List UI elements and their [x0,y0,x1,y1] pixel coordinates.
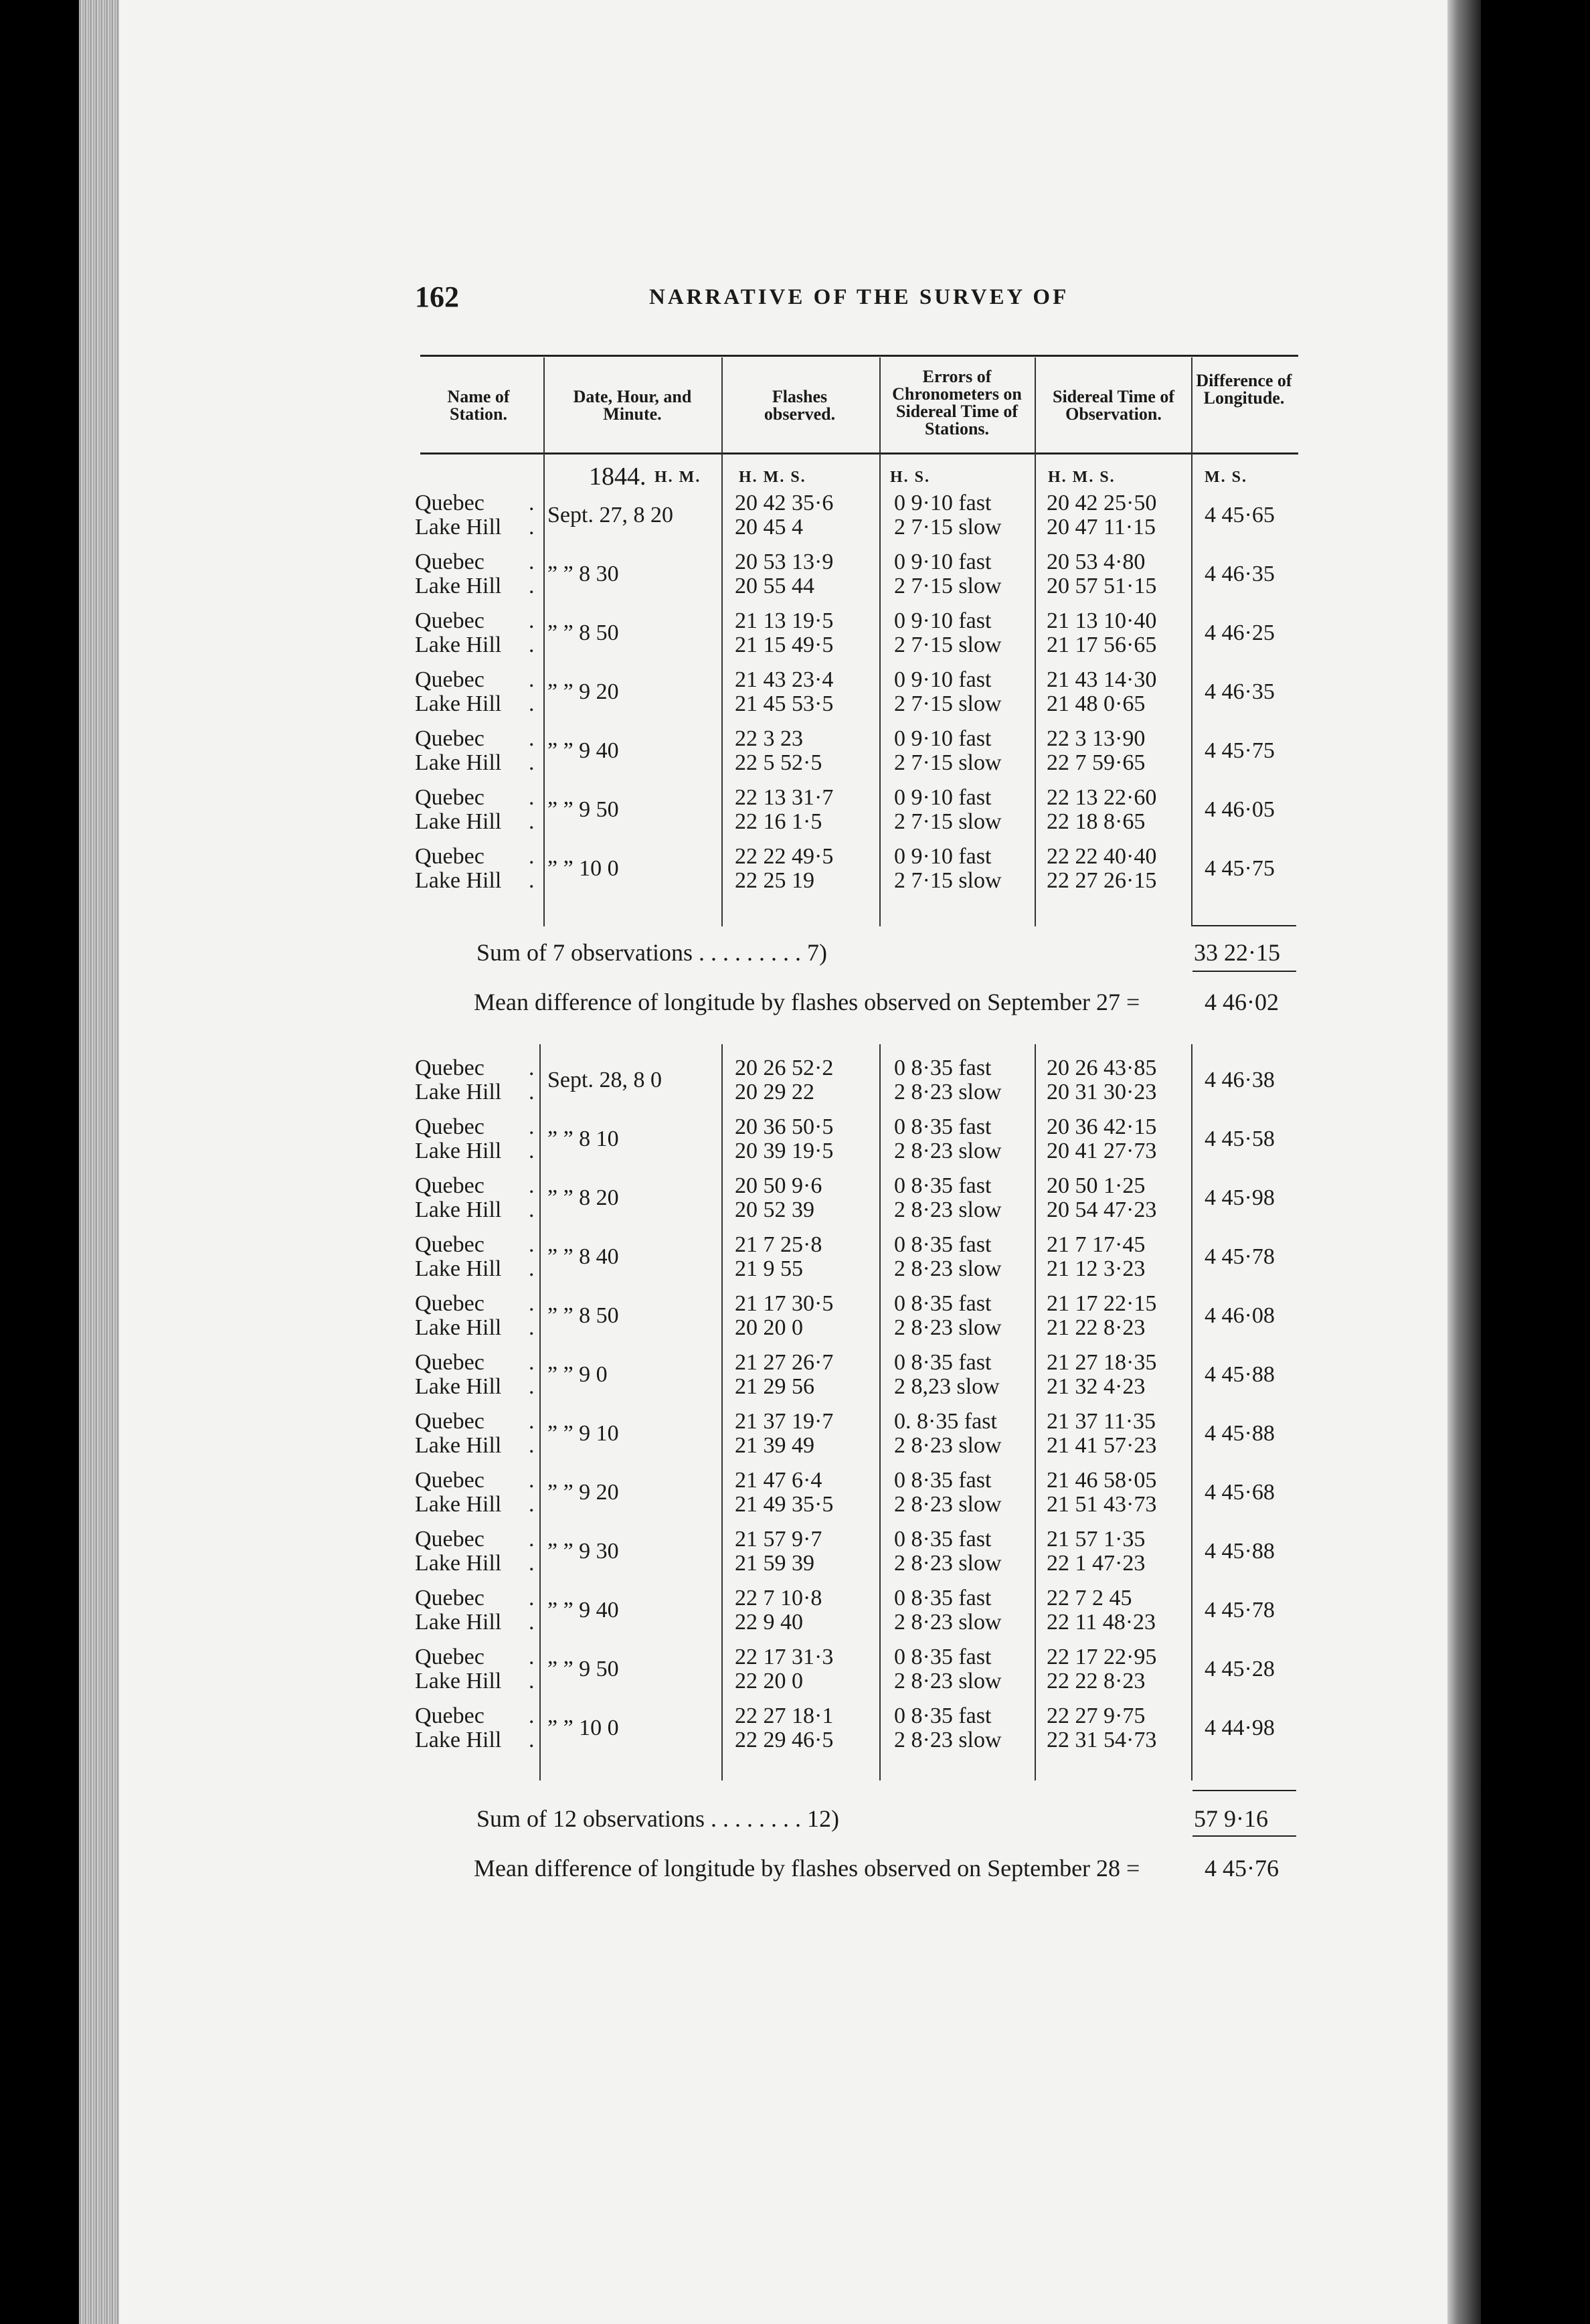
station-name-quebec: Quebec [415,844,484,869]
longitude-difference: 4 45·78 [1205,1598,1275,1623]
longitude-difference: 4 46·35 [1205,679,1275,704]
flash-time-quebec: 20 53 13·9 [735,550,834,574]
longitude-difference: 4 45·88 [1205,1539,1275,1564]
date-hour-minute: ” ” 10 0 [547,1716,619,1740]
sidereal-time-quebec: 20 50 1·25 [1047,1173,1146,1198]
table-row [0,609,1590,668]
date-hour-minute: ” ” 9 30 [547,1539,619,1564]
station-name-quebec: Quebec [415,785,484,810]
leader-dot: . [529,1080,535,1104]
leader-dot: . [529,844,535,869]
sidereal-time-lake-hill: 21 48 0·65 [1047,691,1146,716]
table-row [0,550,1590,609]
leader-dot: . [529,1139,535,1163]
flash-time-lake-hill: 22 20 0 [735,1669,803,1693]
date-hour-minute: ” ” 9 10 [547,1421,619,1446]
sidereal-time-lake-hill: 22 22 8·23 [1047,1669,1146,1693]
longitude-difference: 4 46·05 [1205,797,1275,822]
sidereal-time-lake-hill: 20 57 51·15 [1047,574,1157,598]
station-name-lake-hill: Lake Hill [415,1610,502,1635]
date-hour-minute: ” ” 8 50 [547,1303,619,1328]
table-row [0,1174,1590,1233]
leader-dot: . [529,1527,535,1552]
leader-dot: . [529,667,535,692]
table-top-rule [420,355,1298,357]
flash-time-quebec: 21 47 6·4 [735,1468,822,1493]
table-row [0,1351,1590,1410]
longitude-difference: 4 46·08 [1205,1303,1275,1328]
header-date: Date, Hour, and Minute. [573,387,692,424]
chronometer-error-lake-hill: 2 7·15 slow [894,691,1002,716]
table-row [0,1527,1590,1586]
flash-time-lake-hill: 21 29 56 [735,1374,814,1399]
table-row [0,491,1590,550]
chronometer-error-quebec: 0 8·35 fast [894,1232,992,1257]
sidereal-time-lake-hill: 21 12 3·23 [1047,1256,1146,1281]
units-errors: H. S. [890,469,931,486]
chronometer-error-lake-hill: 2 8·23 slow [894,1080,1002,1104]
sidereal-time-lake-hill: 22 11 48·23 [1047,1610,1156,1635]
station-name-quebec: Quebec [415,1645,484,1669]
sum-rule-top [1192,1790,1296,1791]
longitude-difference: 4 45·75 [1205,738,1275,763]
sidereal-time-lake-hill: 21 51 43·73 [1047,1492,1157,1517]
chronometer-error-lake-hill: 2 7·15 slow [894,515,1002,540]
leader-dot: . [529,1586,535,1610]
date-hour-minute: Sept. 28, 8 0 [547,1068,662,1092]
table-row [0,1469,1590,1527]
date-hour-minute: ” ” 9 40 [547,1598,619,1623]
leader-dot: . [529,1114,535,1139]
table-row [0,1115,1590,1174]
flash-time-quebec: 22 22 49·5 [735,844,834,869]
header-bottom-rule [420,452,1298,454]
leader-dot: . [529,785,535,810]
sidereal-time-lake-hill: 21 17 56·65 [1047,633,1157,657]
chronometer-error-quebec: 0. 8·35 fast [894,1409,997,1434]
sum-rule-bottom [1192,1835,1296,1837]
longitude-difference: 4 45·65 [1205,503,1275,527]
flash-time-lake-hill: 20 52 39 [735,1197,814,1222]
longitude-difference: 4 46·38 [1205,1068,1275,1092]
flash-time-quebec: 21 7 25·8 [735,1232,822,1257]
units-date: H. M. [654,469,701,486]
chronometer-error-quebec: 0 8·35 fast [894,1291,992,1316]
chronometer-error-lake-hill: 2 8·23 slow [894,1669,1002,1693]
table-row [0,1056,1590,1115]
longitude-difference: 4 45·68 [1205,1480,1275,1505]
station-name-lake-hill: Lake Hill [415,1551,502,1576]
chronometer-error-lake-hill: 2 7·15 slow [894,868,1002,893]
leader-dot: . [529,1197,535,1222]
flash-time-quebec: 22 13 31·7 [735,785,834,810]
flash-time-lake-hill: 22 25 19 [735,868,814,893]
sum-value-1: 33 22·15 [1194,939,1280,966]
sidereal-time-quebec: 21 13 10·40 [1047,608,1157,633]
header-station: Name of Station. [447,387,510,424]
leader-dot: . [529,1232,535,1257]
sidereal-time-quebec: 22 13 22·60 [1047,785,1157,810]
leader-dot: . [529,1374,535,1399]
flash-time-lake-hill: 22 16 1·5 [735,809,822,834]
longitude-difference: 4 45·78 [1205,1244,1275,1269]
date-hour-minute: ” ” 9 0 [547,1362,608,1387]
date-hour-minute: ” ” 8 10 [547,1127,619,1151]
chronometer-error-quebec: 0 9·10 fast [894,667,992,692]
leader-dot: . [529,691,535,716]
flash-time-quebec: 20 42 35·6 [735,491,834,515]
flash-time-quebec: 20 50 9·6 [735,1173,822,1198]
chronometer-error-quebec: 0 9·10 fast [894,785,992,810]
chronometer-error-quebec: 0 8·35 fast [894,1056,992,1080]
sidereal-time-quebec: 20 26 43·85 [1047,1056,1157,1080]
leader-dot: . [529,809,535,834]
longitude-difference: 4 45·58 [1205,1127,1275,1151]
station-name-lake-hill: Lake Hill [415,691,502,716]
leader-dot: . [529,1350,535,1375]
chronometer-error-lake-hill: 2 8·23 slow [894,1139,1002,1163]
table-row [0,1645,1590,1704]
station-name-quebec: Quebec [415,608,484,633]
sidereal-time-lake-hill: 20 47 11·15 [1047,515,1156,540]
sidereal-time-quebec: 22 7 2 45 [1047,1586,1132,1610]
chronometer-error-lake-hill: 2 8·23 slow [894,1610,1002,1635]
flash-time-quebec: 22 3 23 [735,726,803,751]
flash-time-lake-hill: 22 5 52·5 [735,750,822,775]
sidereal-time-lake-hill: 21 32 4·23 [1047,1374,1146,1399]
sidereal-time-quebec: 20 42 25·50 [1047,491,1157,515]
chronometer-error-lake-hill: 2 7·15 slow [894,633,1002,657]
sum-label-2: Sum of 12 observations . . . . . . . . 12) [476,1805,839,1832]
chronometer-error-quebec: 0 8·35 fast [894,1704,992,1728]
station-name-quebec: Quebec [415,550,484,574]
flash-time-quebec: 21 57 9·7 [735,1527,822,1552]
header-difference: Difference of Longitude. [1196,371,1292,408]
date-hour-minute: ” ” 9 20 [547,1480,619,1505]
flash-time-lake-hill: 20 20 0 [735,1315,803,1340]
leader-dot: . [529,1256,535,1281]
leader-dot: . [529,1291,535,1316]
header-errors: Errors of Chronometers on Sidereal Time of Stations. [892,367,1022,438]
chronometer-error-lake-hill: 2 8·23 slow [894,1492,1002,1517]
station-name-lake-hill: Lake Hill [415,1728,502,1752]
flash-time-quebec: 21 37 19·7 [735,1409,834,1434]
station-name-quebec: Quebec [415,1173,484,1198]
station-name-lake-hill: Lake Hill [415,1374,502,1399]
chronometer-error-quebec: 0 8·35 fast [894,1586,992,1610]
chronometer-error-quebec: 0 9·10 fast [894,844,992,869]
chronometer-error-lake-hill: 2 7·15 slow [894,750,1002,775]
leader-dot: . [529,491,535,515]
date-hour-minute: Sept. 27, 8 20 [547,503,673,527]
station-name-lake-hill: Lake Hill [415,1080,502,1104]
chronometer-error-quebec: 0 9·10 fast [894,550,992,574]
sidereal-time-quebec: 20 53 4·80 [1047,550,1146,574]
flash-time-lake-hill: 20 45 4 [735,515,803,540]
station-name-lake-hill: Lake Hill [415,1669,502,1693]
station-name-quebec: Quebec [415,1291,484,1316]
station-name-quebec: Quebec [415,1056,484,1080]
longitude-difference: 4 45·98 [1205,1185,1275,1210]
units-flashes: H. M. S. [739,469,806,486]
station-name-quebec: Quebec [415,1350,484,1375]
date-hour-minute: ” ” 8 20 [547,1185,619,1210]
date-hour-minute: ” ” 8 40 [547,1244,619,1269]
sidereal-time-lake-hill: 20 31 30·23 [1047,1080,1157,1104]
longitude-difference: 4 44·98 [1205,1716,1275,1740]
mean-value-2: 4 45·76 [1205,1855,1279,1882]
station-name-quebec: Quebec [415,726,484,751]
flash-time-lake-hill: 21 49 35·5 [735,1492,834,1517]
header-flashes: Flashes observed. [764,387,836,424]
mean-label-1: Mean difference of longitude by flashes observed on September 27 = [474,989,1140,1015]
sidereal-time-lake-hill: 22 18 8·65 [1047,809,1146,834]
sidereal-time-quebec: 22 17 22·95 [1047,1645,1157,1669]
leader-dot: . [529,1409,535,1434]
station-name-lake-hill: Lake Hill [415,1139,502,1163]
table-row [0,1586,1590,1645]
date-hour-minute: ” ” 9 20 [547,679,619,704]
flash-time-lake-hill: 21 39 49 [735,1433,814,1458]
station-name-lake-hill: Lake Hill [415,574,502,598]
flash-time-lake-hill: 22 29 46·5 [735,1728,834,1752]
running-head [415,280,1298,313]
mean-label-2: Mean difference of longitude by flashes observed on September 28 = [474,1855,1140,1882]
chronometer-error-lake-hill: 2 8·23 slow [894,1315,1002,1340]
leader-dot: . [529,868,535,893]
station-name-lake-hill: Lake Hill [415,1492,502,1517]
flash-time-quebec: 22 17 31·3 [735,1645,834,1669]
chronometer-error-lake-hill: 2 8·23 slow [894,1551,1002,1576]
flash-time-quebec: 21 27 26·7 [735,1350,834,1375]
table-row [0,1410,1590,1469]
sidereal-time-quebec: 20 36 42·15 [1047,1114,1157,1139]
station-name-lake-hill: Lake Hill [415,515,502,540]
flash-time-quebec: 21 13 19·5 [735,608,834,633]
chronometer-error-quebec: 0 8·35 fast [894,1114,992,1139]
flash-time-quebec: 22 27 18·1 [735,1704,834,1728]
chronometer-error-quebec: 0 8·35 fast [894,1527,992,1552]
leader-dot: . [529,608,535,633]
sidereal-time-lake-hill: 20 54 47·23 [1047,1197,1157,1222]
station-name-lake-hill: Lake Hill [415,868,502,893]
leader-dot: . [529,750,535,775]
date-hour-minute: ” ” 9 40 [547,738,619,763]
leader-dot: . [529,1704,535,1728]
table-row [0,1704,1590,1763]
year: 1844. [589,463,646,491]
flash-time-quebec: 20 26 52·2 [735,1056,834,1080]
flash-time-lake-hill: 20 39 19·5 [735,1139,834,1163]
sidereal-time-lake-hill: 21 22 8·23 [1047,1315,1146,1340]
leader-dot: . [529,1468,535,1493]
date-hour-minute: ” ” 9 50 [547,797,619,822]
chronometer-error-quebec: 0 8·35 fast [894,1645,992,1669]
table-row [0,845,1590,904]
chronometer-error-quebec: 0 8·35 fast [894,1468,992,1493]
units-difference: M. S. [1205,469,1247,486]
station-name-quebec: Quebec [415,491,484,515]
sidereal-time-quebec: 21 27 18·35 [1047,1350,1157,1375]
station-name-lake-hill: Lake Hill [415,750,502,775]
longitude-difference: 4 46·25 [1205,620,1275,645]
chronometer-error-lake-hill: 2 8·23 slow [894,1256,1002,1281]
leader-dot: . [529,515,535,540]
sidereal-time-lake-hill: 22 7 59·65 [1047,750,1146,775]
sidereal-time-quebec: 21 17 22·15 [1047,1291,1157,1316]
sidereal-time-lake-hill: 22 31 54·73 [1047,1728,1157,1752]
table-row [0,786,1590,845]
sum-value-2: 57 9·16 [1194,1805,1268,1832]
flash-time-quebec: 21 43 23·4 [735,667,834,692]
table-row [0,668,1590,727]
station-name-quebec: Quebec [415,1468,484,1493]
date-hour-minute: ” ” 9 50 [547,1657,619,1681]
leader-dot: . [529,1669,535,1693]
date-hour-minute: ” ” 8 50 [547,620,619,645]
leader-dot: . [529,1645,535,1669]
mean-value-1: 4 46·02 [1205,989,1279,1015]
sidereal-time-quebec: 21 37 11·35 [1047,1409,1156,1434]
flash-time-quebec: 20 36 50·5 [735,1114,834,1139]
leader-dot: . [529,1056,535,1080]
longitude-difference: 4 45·88 [1205,1421,1275,1446]
flash-time-lake-hill: 20 55 44 [735,574,814,598]
sidereal-time-lake-hill: 21 41 57·23 [1047,1433,1157,1458]
date-hour-minute: ” ” 8 30 [547,562,619,586]
page-number: 162 [415,280,459,313]
chronometer-error-lake-hill: 2 8·23 slow [894,1197,1002,1222]
sidereal-time-quebec: 21 7 17·45 [1047,1232,1146,1257]
table-row [0,1233,1590,1292]
sidereal-time-lake-hill: 20 41 27·73 [1047,1139,1157,1163]
flash-time-lake-hill: 22 9 40 [735,1610,803,1635]
station-name-quebec: Quebec [415,1409,484,1434]
station-name-quebec: Quebec [415,1527,484,1552]
sidereal-time-lake-hill: 22 1 47·23 [1047,1551,1146,1576]
chronometer-error-quebec: 0 9·10 fast [894,491,992,515]
flash-time-lake-hill: 21 15 49·5 [735,633,834,657]
leader-dot: . [529,1492,535,1517]
header-sidereal: Sidereal Time of Observation. [1053,387,1174,424]
chronometer-error-quebec: 0 8·35 fast [894,1173,992,1198]
leader-dot: . [529,1728,535,1752]
sidereal-time-quebec: 21 43 14·30 [1047,667,1157,692]
flash-time-quebec: 22 7 10·8 [735,1586,822,1610]
date-hour-minute: ” ” 10 0 [547,856,619,881]
sidereal-time-quebec: 21 46 58·05 [1047,1468,1157,1493]
table-row [0,727,1590,786]
sidereal-time-quebec: 22 22 40·40 [1047,844,1157,869]
leader-dot: . [529,1315,535,1340]
leader-dot: . [529,1173,535,1198]
units-sidereal: H. M. S. [1048,469,1116,486]
station-name-lake-hill: Lake Hill [415,1256,502,1281]
leader-dot: . [529,1610,535,1635]
flash-time-quebec: 21 17 30·5 [735,1291,834,1316]
sum-rule-top [1192,925,1296,926]
leader-dot: . [529,1433,535,1458]
sum-label-1: Sum of 7 observations . . . . . . . . . 7) [476,939,827,966]
leader-dot: . [529,1551,535,1576]
flash-time-lake-hill: 21 59 39 [735,1551,814,1576]
leader-dot: . [529,550,535,574]
station-name-lake-hill: Lake Hill [415,1433,502,1458]
station-name-quebec: Quebec [415,1114,484,1139]
station-name-quebec: Quebec [415,1586,484,1610]
table-row [0,1292,1590,1351]
chronometer-error-lake-hill: 2 8,23 slow [894,1374,1000,1399]
longitude-difference: 4 46·35 [1205,562,1275,586]
leader-dot: . [529,633,535,657]
sum-rule-bottom [1192,971,1296,972]
chronometer-error-lake-hill: 2 8·23 slow [894,1728,1002,1752]
station-name-lake-hill: Lake Hill [415,633,502,657]
sidereal-time-quebec: 22 3 13·90 [1047,726,1146,751]
sidereal-time-quebec: 21 57 1·35 [1047,1527,1146,1552]
flash-time-lake-hill: 21 9 55 [735,1256,803,1281]
chronometer-error-quebec: 0 9·10 fast [894,608,992,633]
station-name-lake-hill: Lake Hill [415,1197,502,1222]
chronometer-error-quebec: 0 8·35 fast [894,1350,992,1375]
chronometer-error-quebec: 0 9·10 fast [894,726,992,751]
longitude-difference: 4 45·88 [1205,1362,1275,1387]
chronometer-error-lake-hill: 2 7·15 slow [894,809,1002,834]
leader-dot: . [529,574,535,598]
sidereal-time-quebec: 22 27 9·75 [1047,1704,1146,1728]
longitude-difference: 4 45·75 [1205,856,1275,881]
flash-time-lake-hill: 20 29 22 [735,1080,814,1104]
flash-time-lake-hill: 21 45 53·5 [735,691,834,716]
chronometer-error-lake-hill: 2 8·23 slow [894,1433,1002,1458]
chronometer-error-lake-hill: 2 7·15 slow [894,574,1002,598]
longitude-difference: 4 45·28 [1205,1657,1275,1681]
leader-dot: . [529,726,535,751]
station-name-lake-hill: Lake Hill [415,1315,502,1340]
station-name-quebec: Quebec [415,1704,484,1728]
station-name-lake-hill: Lake Hill [415,809,502,834]
station-name-quebec: Quebec [415,1232,484,1257]
running-title: NARRATIVE OF THE SURVEY OF [649,285,1069,309]
sidereal-time-lake-hill: 22 27 26·15 [1047,868,1157,893]
station-name-quebec: Quebec [415,667,484,692]
